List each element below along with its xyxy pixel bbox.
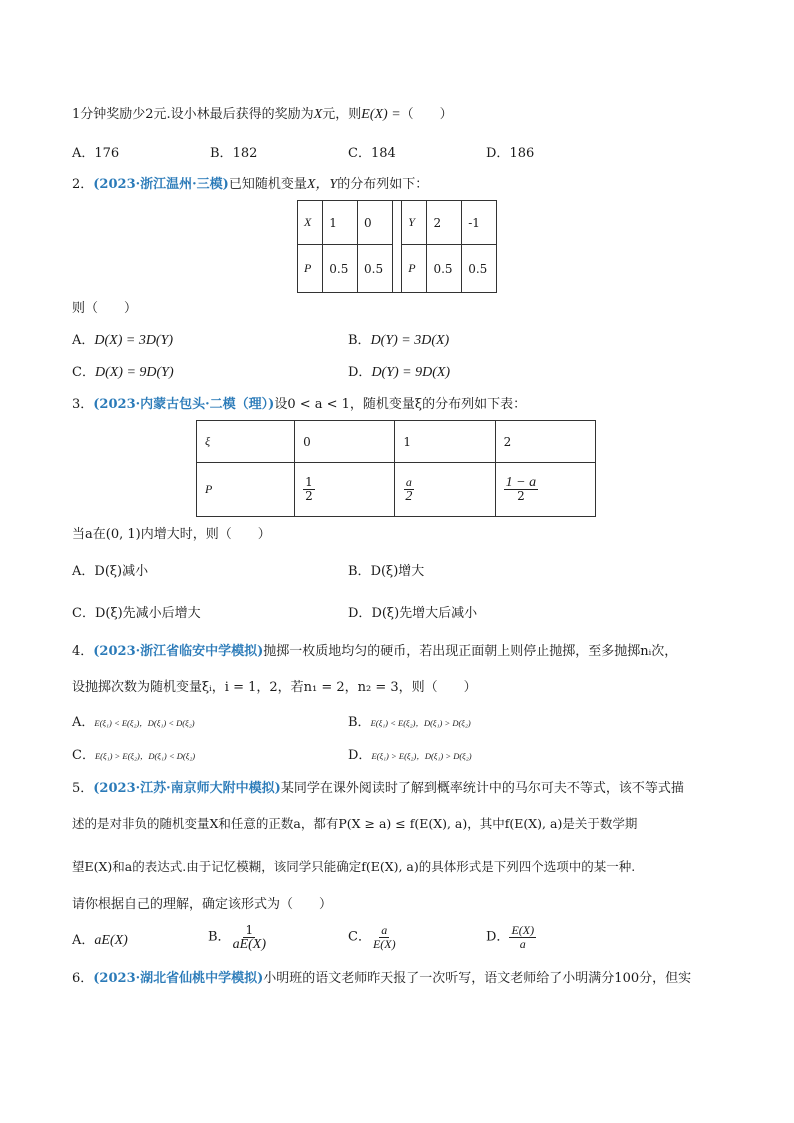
q5-stem2: 述的是对非负的随机变量X和任意的正数a，都有P(X ≥ a) ≤ f(E(X), a)，其中f(E(X), a)是关于数学期 xyxy=(72,816,638,831)
q5-option-c[interactable]: C． $\frac{a}{E(X)}$ xyxy=(348,923,396,951)
q4-option-b[interactable]: B．E(ξ₁) < E(ξ₂)，D(ξ₁) > D(ξ₂) xyxy=(348,715,471,730)
q5-option-a[interactable]: A．aE(X) xyxy=(72,933,128,948)
q2-option-d[interactable]: D．D(Y) = 9D(X) xyxy=(348,365,451,380)
q1-option-a[interactable]: A．176 xyxy=(72,146,120,161)
q1-option-c[interactable]: C．184 xyxy=(348,146,396,161)
q2-distribution-table: X 1 0 Y 2 -1 P 0.5 0.5 P 0.5 0.5 xyxy=(297,200,497,293)
q1-option-d[interactable]: D．186 xyxy=(486,146,535,161)
fraction-half: $\frac{1}{2}$ xyxy=(305,475,313,503)
q5-c-fraction: $\frac{a}{E(X)}$ xyxy=(372,923,396,951)
fraction-a-half: $\frac{a}{2}$ xyxy=(405,475,413,504)
q3-option-a[interactable]: A．D(ξ)减小 xyxy=(72,564,149,579)
q3-source: (2023·内蒙古包头·二模（理）) xyxy=(93,397,275,412)
q4-stem: 4．(2023·浙江省临安中学模拟)抛掷一枚质地均匀的硬币，若出现正面朝上则停止抛掷，至多抛掷nᵢ次， xyxy=(72,644,678,659)
q4-option-a[interactable]: A．E(ξ₁) < E(ξ₂)，D(ξ₁) < D(ξ₂) xyxy=(72,715,195,730)
q2-option-b[interactable]: B．D(Y) = 3D(X) xyxy=(348,333,450,348)
q3-option-b[interactable]: B．D(ξ)增大 xyxy=(348,564,425,579)
q3-distribution-table: ξ 0 1 2 P $\frac{1}{2}$ $\frac{a}{2}$ $\frac{1 - a}{2}$ xyxy=(196,420,596,517)
fraction-one-minus-a-half: $\frac{1 - a}{2}$ xyxy=(505,475,537,503)
q5-d-fraction: $\frac{E(X)}{a}$ xyxy=(511,923,535,951)
q2-then: 则（ ） xyxy=(72,301,138,316)
q5-stem4: 请你根据自己的理解，确定该形式为（ ） xyxy=(72,897,333,912)
q5-stem: 5．(2023·江苏·南京师大附中模拟)某同学在课外阅读时了解到概率统计中的马尔可夫不等式，该不等式描 xyxy=(72,781,684,796)
q6-stem: 6．(2023·湖北省仙桃中学模拟)小明班的语文老师昨天报了一次听写，语文老师给了小明满分100分，但实 xyxy=(72,971,692,986)
q1-option-b[interactable]: B．182 xyxy=(210,146,258,161)
q5-option-d[interactable]: D． $\frac{E(X)}{a}$ xyxy=(486,923,535,951)
q3-option-c[interactable]: C．D(ξ)先减小后增大 xyxy=(72,606,201,621)
q4-option-d[interactable]: D．E(ξ₁) > E(ξ₂)，D(ξ₁) > D(ξ₂) xyxy=(348,748,472,763)
q3-stem: 3．(2023·内蒙古包头·二模（理）)设0 < a < 1，随机变量ξ的分布列如下表： xyxy=(72,397,527,412)
q4-stem2: 设抛掷次数为随机变量ξᵢ，i = 1，2，若n₁ = 2，n₂ = 3，则（ ） xyxy=(72,680,477,695)
q3-stem2: 当a在(0, 1)内增大时，则（ ） xyxy=(72,527,271,542)
q2-source: (2023·浙江温州·三模) xyxy=(93,177,229,192)
q5-option-b[interactable]: B． $\frac{1}{aE(X)}$ xyxy=(208,923,266,952)
q5-source: (2023·江苏·南京师大附中模拟) xyxy=(93,781,281,796)
q2-option-c[interactable]: C．D(X) = 9D(Y) xyxy=(72,365,174,380)
q3-option-d[interactable]: D．D(ξ)先增大后减小 xyxy=(348,606,478,621)
q4-option-c[interactable]: C．E(ξ₁) > E(ξ₂)，D(ξ₁) < D(ξ₂) xyxy=(72,748,196,763)
q6-source: (2023·湖北省仙桃中学模拟) xyxy=(93,971,264,986)
q5-b-fraction: $\frac{1}{aE(X)}$ xyxy=(232,923,266,952)
q1-stem: 1分钟奖励少2元.设小林最后获得的奖励为X元，则E(X) =（ ） xyxy=(72,107,453,122)
q2-option-a[interactable]: A．D(X) = 3D(Y) xyxy=(72,333,174,348)
q5-stem3: 望E(X)和a的表达式.由于记忆模糊，该同学只能确定f(E(X), a)的具体形式是下列四个选项中的某一种. xyxy=(72,859,636,874)
q2-stem: 2．(2023·浙江温州·三模)已知随机变量X，Y的分布列如下： xyxy=(72,177,429,192)
q4-source: (2023·浙江省临安中学模拟) xyxy=(93,644,264,659)
